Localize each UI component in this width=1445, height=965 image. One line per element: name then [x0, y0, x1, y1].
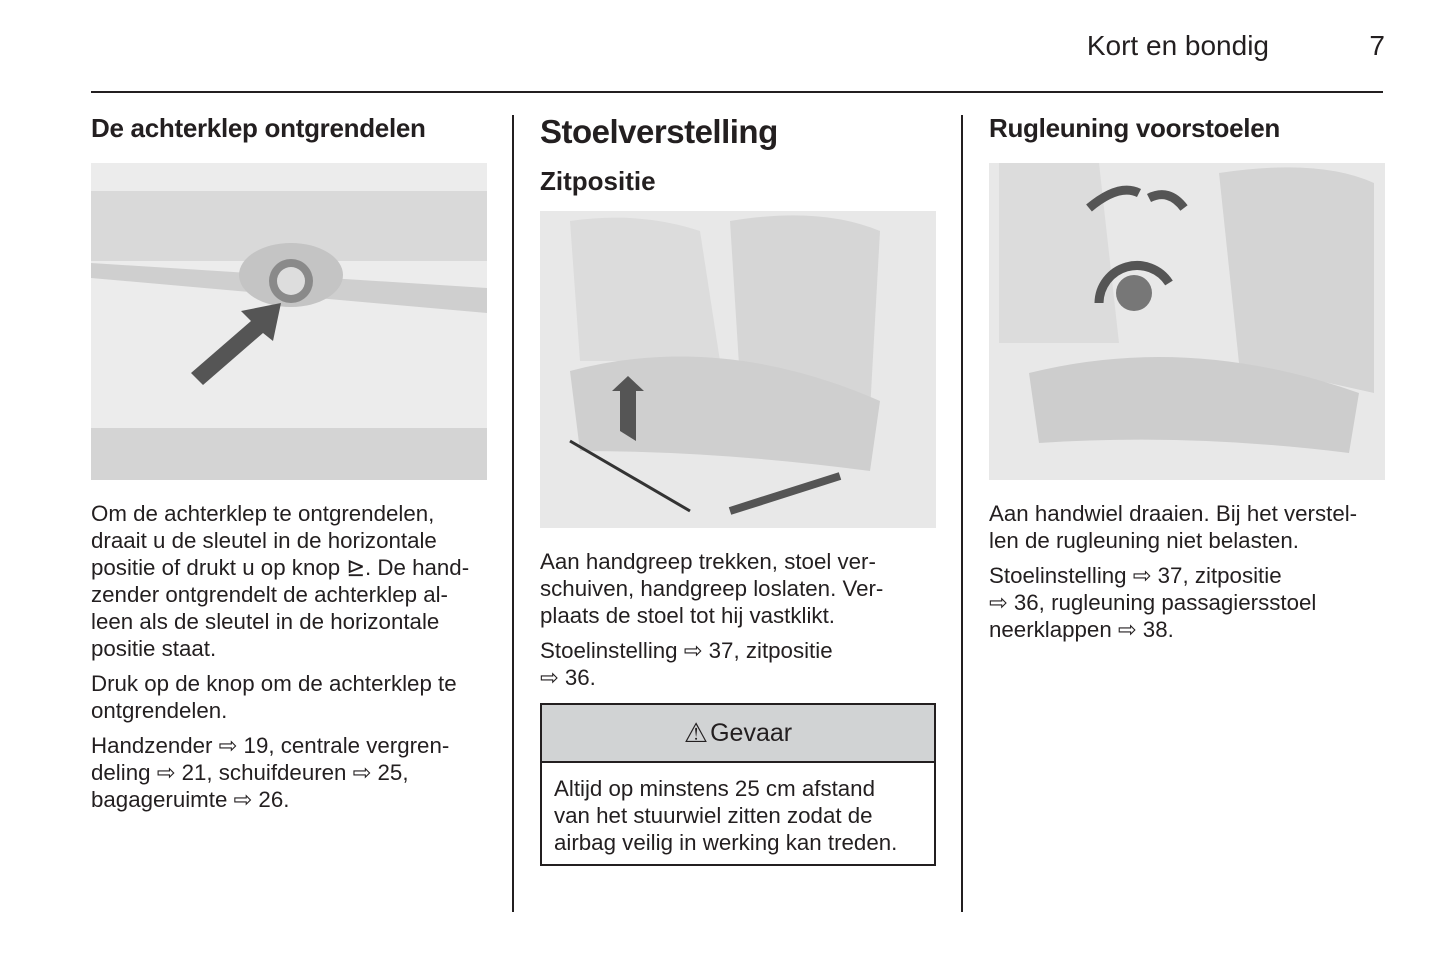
text-line: airbag veilig in werking kan treden. [554, 830, 898, 855]
text-line: Druk op de knop om de achterklep te [91, 671, 457, 696]
warning-header [542, 705, 934, 763]
subheading-seat-position: Zitpositie [540, 166, 656, 196]
text-line: Handzender ⇨ 19, centrale vergren- [91, 733, 450, 758]
warning-triangle-icon: ⚠ [683, 717, 709, 748]
text-line: positie of drukt u op knop ⊵. De hand- [91, 555, 470, 580]
header-rule [91, 91, 1383, 93]
text-line: len de rugleuning niet belasten. [989, 528, 1299, 553]
text-line: deling ⇨ 21, schuifdeuren ⇨ 25, [91, 760, 409, 785]
text-line: positie staat. [91, 636, 217, 661]
paragraph [91, 732, 487, 813]
column-divider [961, 115, 963, 912]
backrest-illustration [989, 163, 1385, 480]
paragraph [989, 562, 1385, 643]
warning-title: Gevaar [710, 718, 793, 747]
tailgate-illustration [91, 163, 487, 480]
section-title: Kort en bondig [1086, 30, 1269, 61]
column-backrest [989, 113, 1385, 643]
danger-warning-box [540, 703, 936, 866]
paragraph [989, 500, 1385, 554]
column-divider [512, 115, 514, 912]
paragraph [91, 670, 487, 724]
paragraph [91, 500, 487, 662]
text-line: Stoelinstelling ⇨ 37, zitpositie [989, 563, 1282, 588]
text-line: Aan handwiel draaien. Bij het verstel- [989, 501, 1358, 526]
text-line: Om de achterklep te ontgrendelen, [91, 501, 435, 526]
column-seat-adjustment [540, 112, 936, 866]
text-line: bagageruimte ⇨ 26. [91, 787, 290, 812]
paragraph [540, 548, 936, 629]
text-line: leen als de sleutel in de horizontale [91, 609, 440, 634]
seat-position-illustration [540, 211, 936, 528]
text-line: ⇨ 36, rugleuning passagiersstoel [989, 590, 1317, 615]
text-line: ontgrendelen. [91, 698, 228, 723]
text-line: Aan handgreep trekken, stoel ver- [540, 549, 876, 574]
text-line: Stoelinstelling ⇨ 37, zitpositie [540, 638, 833, 663]
warning-text [542, 763, 934, 864]
text-line: neerklappen ⇨ 38. [989, 617, 1174, 642]
page-number: 7 [1369, 30, 1385, 61]
text-line: draait u de sleutel in de horizontale [91, 528, 437, 553]
text-line: schuiven, handgreep loslaten. Ver- [540, 576, 884, 601]
text-line: zender ontgrendelt de achterklep al- [91, 582, 448, 607]
text-line: van het stuurwiel zitten zodat de [554, 803, 873, 828]
heading-seat-adjustment: Stoelverstelling [540, 113, 778, 150]
column-tailgate [91, 113, 487, 813]
text-line: Altijd op minstens 25 cm afstand [554, 776, 875, 801]
text-line: plaats de stoel tot hij vastklikt. [540, 603, 835, 628]
heading-backrest: Rugleuning voorstoelen [989, 113, 1280, 143]
paragraph [540, 637, 936, 691]
heading-tailgate: De achterklep ontgrendelen [91, 113, 426, 143]
text-line: ⇨ 36. [540, 665, 596, 690]
